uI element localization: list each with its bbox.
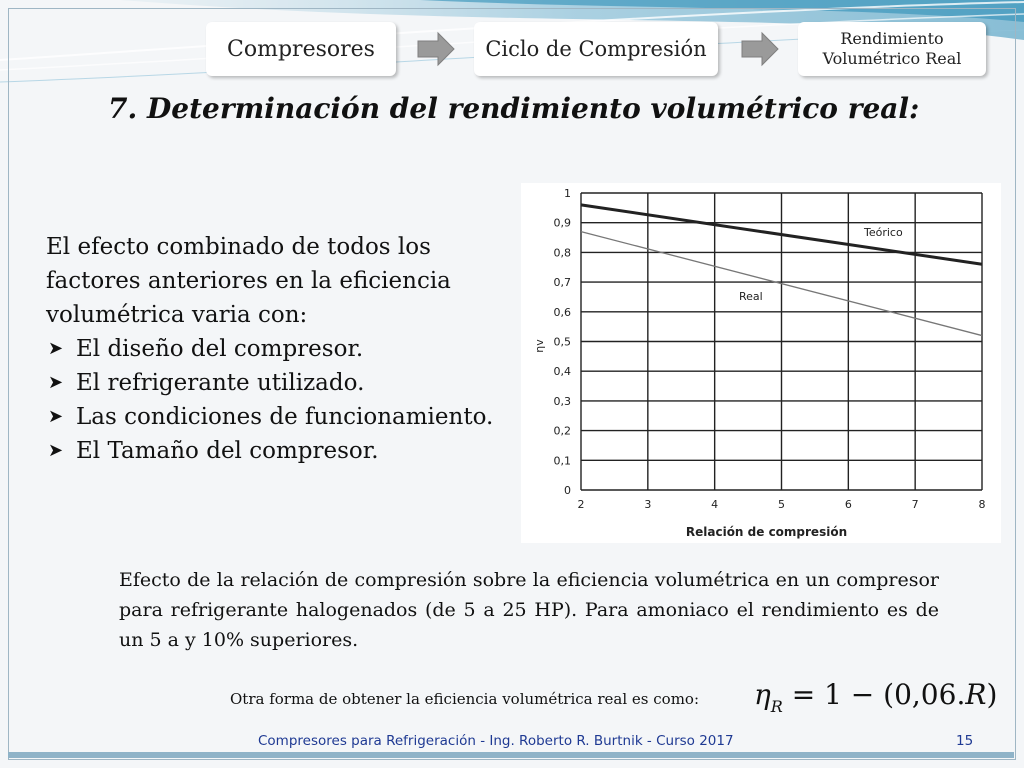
x-tick-label: 6: [844, 498, 852, 511]
bottom-rule: [8, 752, 1014, 758]
list-item: ➤ El Tamaño del compresor.: [46, 434, 526, 468]
arrow-bullet-icon: ➤: [48, 406, 64, 427]
arrow-bullet-icon: ➤: [48, 372, 64, 393]
formula-row: [230, 678, 998, 718]
y-tick-label: 0,1: [553, 454, 571, 468]
breadcrumb-step-ciclo: Ciclo de Compresión: [474, 22, 718, 76]
efficiency-chart: [521, 183, 1001, 543]
slide-title: 7. Determinación del rendimiento volumétrico real:: [108, 92, 920, 125]
arrow-right-icon: [740, 31, 780, 67]
bullet-list: [46, 332, 526, 468]
y-tick-label: 0,8: [553, 246, 571, 260]
series-label: Teórico: [864, 226, 903, 239]
formula-expression: = 1 − (0,06.: [791, 678, 966, 711]
body-text: [46, 230, 526, 468]
x-tick-label: 7: [911, 498, 919, 511]
chart-svg: [521, 183, 1001, 543]
formula-symbol: η: [754, 678, 771, 711]
x-tick-label: 2: [577, 498, 585, 511]
breadcrumb-step-compresores: Compresores: [206, 22, 396, 76]
formula-subscript: R: [770, 697, 783, 716]
x-tick-label: 3: [644, 498, 652, 511]
list-item: ➤ El refrigerante utilizado.: [46, 366, 526, 400]
formula-close: ): [986, 678, 998, 711]
x-axis-label: Relación de compresión: [685, 525, 848, 539]
x-tick-label: 5: [778, 498, 785, 511]
breadcrumb-step-rendimiento: Rendimiento Volumétrico Real: [798, 22, 986, 76]
figure-caption: Efecto de la relación de compresión sobre la eficiencia volumétrica en un compresor para refrigerante halogenados (de 5 a 25 HP). Para amoniaco el rendimiento es de un 5 a y 10% superiores.: [119, 569, 939, 651]
list-item: ➤ El diseño del compresor.: [46, 332, 526, 366]
x-tick-label: 4: [711, 498, 719, 511]
y-axis-label: ηv: [533, 339, 546, 353]
footer-text: Compresores para Refrigeración - Ing. Roberto R. Burtnik - Curso 2017: [258, 733, 734, 749]
formula-label: Otra forma de obtener la eficiencia volumétrica real es como:: [230, 690, 699, 708]
series-label: Real: [739, 290, 763, 303]
intro-paragraph: El efecto combinado de todos los factores anteriores en la eficiencia volumétrica varia con:: [46, 234, 451, 328]
page-number: 15: [956, 733, 974, 749]
y-tick-label: 1: [564, 187, 571, 200]
y-tick-label: 0,4: [553, 365, 571, 379]
list-item: ➤ Las condiciones de funcionamiento.: [46, 400, 526, 434]
arrow-right-icon: [416, 31, 456, 67]
formula-variable: R: [965, 678, 987, 711]
y-tick-label: 0,2: [553, 424, 571, 438]
y-tick-label: 0: [564, 484, 571, 497]
formula: [754, 678, 998, 716]
y-tick-label: 0,3: [553, 394, 571, 408]
y-tick-label: 0,7: [553, 276, 571, 290]
arrow-bullet-icon: ➤: [48, 440, 64, 461]
y-tick-label: 0,9: [553, 216, 571, 230]
y-tick-label: 0,5: [553, 335, 571, 349]
arrow-bullet-icon: ➤: [48, 338, 64, 359]
x-tick-label: 8: [978, 498, 986, 511]
y-tick-label: 0,6: [553, 305, 571, 319]
